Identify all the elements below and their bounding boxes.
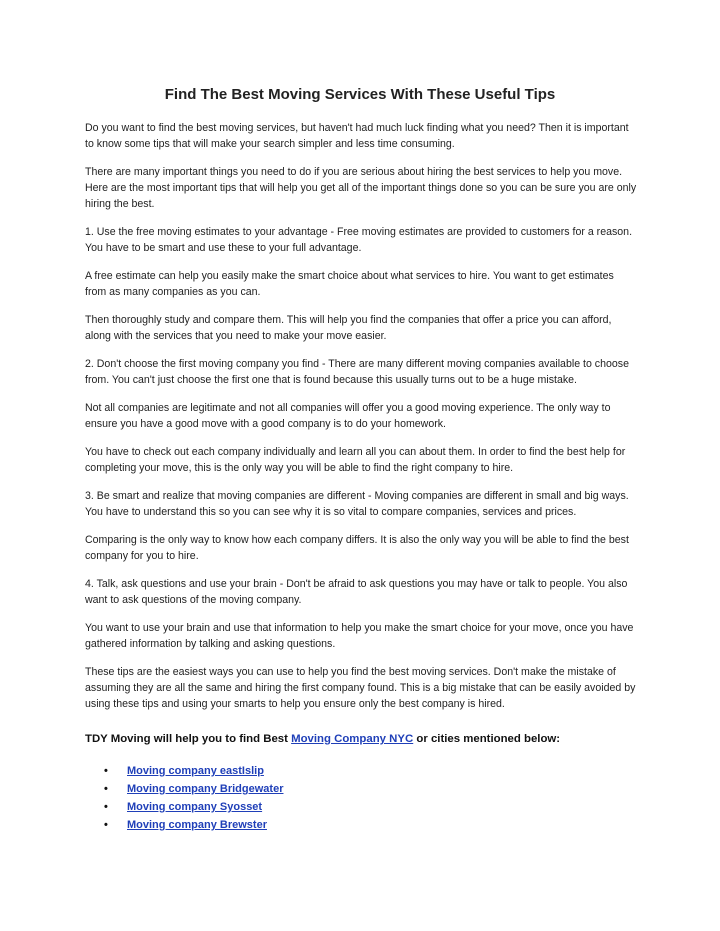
paragraph: You have to check out each company individually and learn all you can about them. In order to find the best help for completing your move, this is the only way you will be able to find the right company to hire. bbox=[85, 446, 626, 474]
page-title: Find The Best Moving Services With These Useful Tips bbox=[164, 86, 556, 103]
bullet-icon: • bbox=[104, 801, 108, 813]
paragraph: Do you want to find the best moving services, but haven't had much luck finding what you need? Then it is important to know some tips that will make your search simpler and less time consuming. bbox=[85, 122, 629, 150]
list-item bbox=[85, 780, 637, 798]
list-item bbox=[85, 762, 637, 780]
cta-text-before: TDY Moving will help you to find Best bbox=[85, 733, 292, 745]
paragraph: You want to use your brain and use that information to help you make the smart choice for your move, once you have gathered information by talking and asking questions. bbox=[85, 622, 634, 650]
city-link[interactable]: Moving company eastIslip bbox=[127, 765, 264, 777]
article-body bbox=[85, 120, 637, 834]
city-link[interactable]: Moving company Syosset bbox=[127, 801, 263, 813]
list-item bbox=[85, 798, 637, 816]
paragraph: 2. Don't choose the first moving company you find - There are many different moving companies available to choose from. You can't just choose the first one that is found because this usually turns out to be a huge mistake. bbox=[85, 358, 629, 386]
paragraph: 1. Use the free moving estimates to your advantage - Free moving estimates are provided to customers for a reason. You have to be smart and use these to your full advantage. bbox=[85, 226, 633, 254]
list-item bbox=[85, 816, 637, 834]
paragraph: These tips are the easiest ways you can use to help you find the best moving services. Don't make the mistake of assuming they are all the same and hiring the first company found. This is a big mistake that can be easily avoided by using these tips and using your smarts to help you ensure only the best company is hired. bbox=[85, 666, 636, 710]
bullet-icon: • bbox=[104, 783, 108, 795]
city-link[interactable]: Moving company Brewster bbox=[127, 819, 267, 831]
paragraph: There are many important things you need to do if you are serious about hiring the best services to help you move. Here are the most important tips that will help you get all of the important things done so you can be sure you are only hiring the best. bbox=[85, 166, 637, 210]
paragraph: Then thoroughly study and compare them. This will help you find the companies that offer a price you can afford, along with the services that you need to make your move easier. bbox=[85, 314, 612, 342]
paragraph: 3. Be smart and realize that moving companies are different - Moving companies are different in small and big ways. You have to understand this so you can see why it is so vital to compare companies, services and prices. bbox=[85, 490, 629, 518]
paragraph: A free estimate can help you easily make the smart choice about what services to hire. You want to get estimates from as many companies as you can. bbox=[85, 270, 614, 298]
city-links-list bbox=[85, 762, 637, 834]
paragraph: Not all companies are legitimate and not all companies will offer you a good moving experience. The only way to ensure you have a good move with a good company is to do your homework. bbox=[85, 402, 611, 430]
paragraph: 4. Talk, ask questions and use your brain - Don't be afraid to ask questions you may have or talk to people. You also want to ask questions of the moving company. bbox=[85, 578, 628, 606]
paragraph: Comparing is the only way to know how each company differs. It is also the only way you will be able to find the best company for you to hire. bbox=[85, 534, 629, 562]
call-to-action bbox=[85, 730, 637, 748]
moving-company-nyc-link[interactable]: Moving Company NYC bbox=[291, 733, 414, 745]
cta-text-after: or cities mentioned below: bbox=[413, 733, 561, 745]
bullet-icon: • bbox=[104, 765, 108, 777]
bullet-icon: • bbox=[104, 819, 108, 831]
city-link[interactable]: Moving company Bridgewater bbox=[127, 783, 284, 795]
